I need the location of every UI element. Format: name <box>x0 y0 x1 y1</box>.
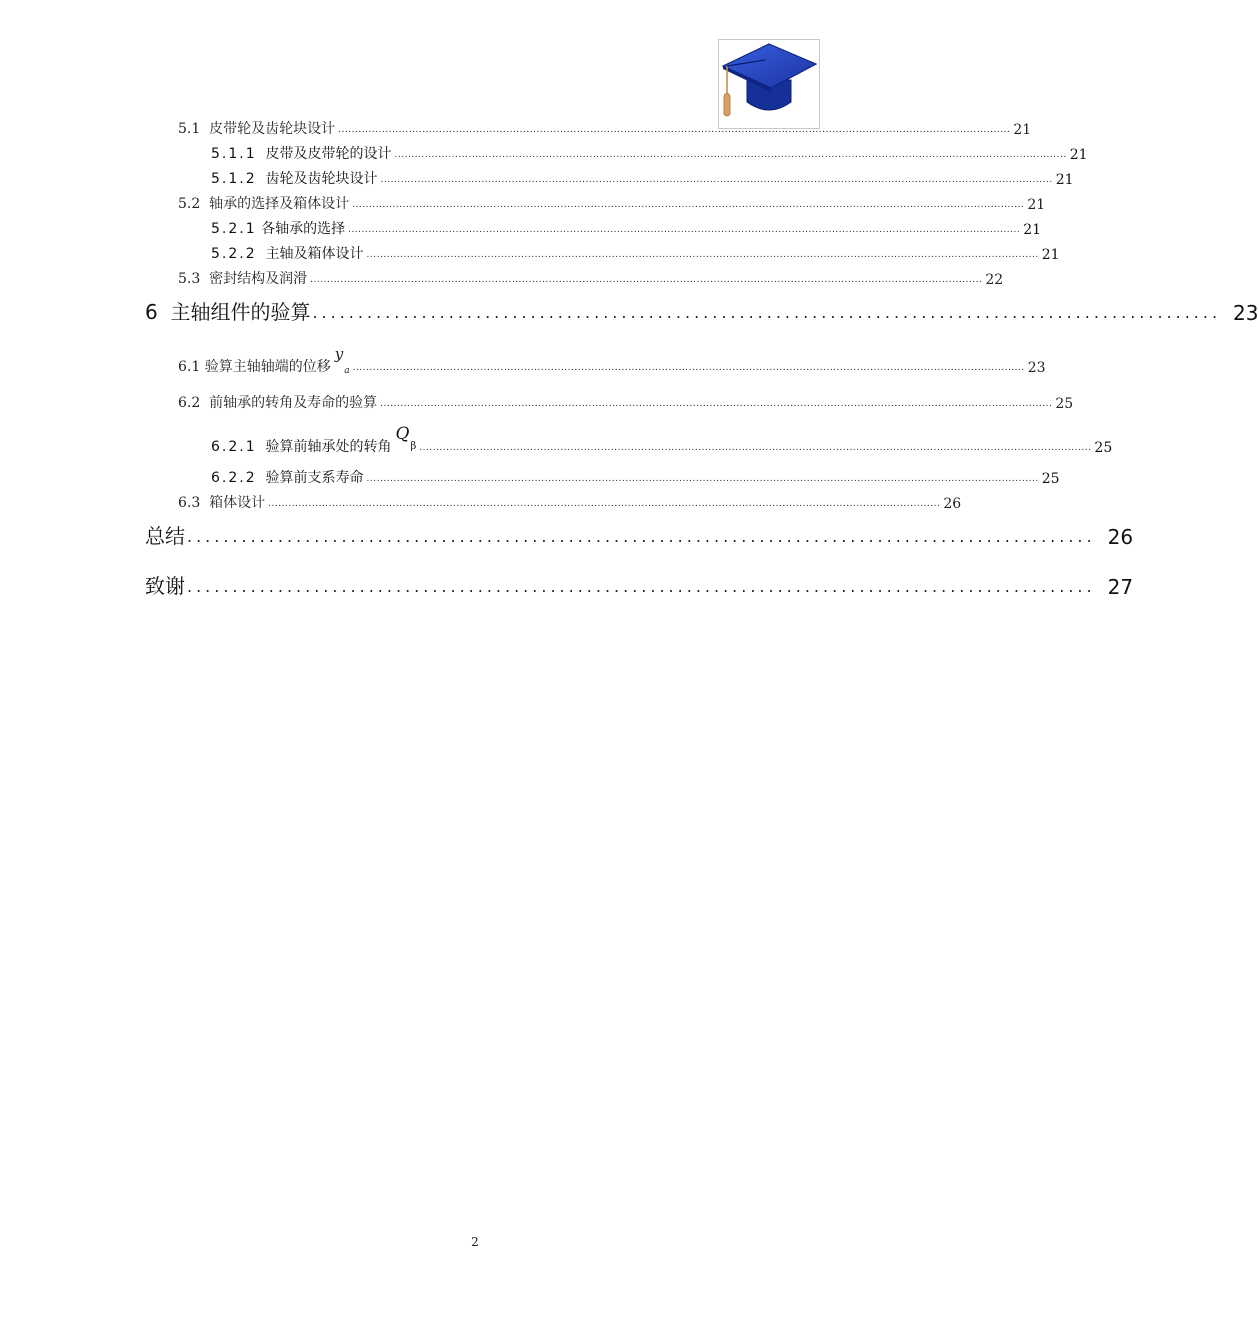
toc-entry-title: 验算前支系寿命 <box>265 470 364 486</box>
toc-entry-number: 6.2.1 <box>211 439 257 455</box>
toc-entry-number: 5.2.1 <box>211 221 257 237</box>
toc-leader-dots: ........................................................................................................................................................................................................ <box>310 275 983 285</box>
toc-entry-page: 25 <box>1055 396 1074 412</box>
toc-chapter-summary[interactable] <box>145 520 1134 549</box>
toc-entry-page: 21 <box>1055 172 1074 188</box>
toc-entry-6-2-1[interactable] <box>211 424 1113 456</box>
toc-entry-title: 皮带轮及齿轮块设计 <box>209 121 336 137</box>
toc-entry-5-2[interactable] <box>178 193 1046 213</box>
toc-entry-title: 箱体设计 <box>209 495 266 511</box>
toc-entry-page: 21 <box>1069 147 1088 163</box>
toc-entry-page: 23 <box>1233 301 1259 325</box>
toc-entry-title: 主轴及箱体设计 <box>265 246 364 262</box>
toc-leader-dots: ........................................................................................................................................................................................................ <box>338 125 1011 135</box>
toc-entry-6-3[interactable] <box>178 492 962 512</box>
toc-leader-dots: ........................................................................................................................................................................................................ <box>348 225 1021 235</box>
toc-leader-dots: ........................................................................................................................................................................................................ <box>352 363 1025 373</box>
toc-leader-dots: ........................................................................................................................................................................................................ <box>419 443 1092 453</box>
math-symbol-q-beta: Qβ <box>395 424 417 452</box>
toc-leader-dots: ........................................................................................................................................................................................................ <box>380 175 1053 185</box>
toc-entry-number: 5.1.2 <box>211 171 257 187</box>
toc-entry-title: 总结 <box>145 524 185 548</box>
toc-entry-number: 5.2.2 <box>211 246 257 262</box>
toc-leader-dots: ........................................................................................................................................................................................................ <box>394 150 1067 160</box>
toc-entry-page: 26 <box>943 496 962 512</box>
toc-entry-number: 6 <box>145 300 158 324</box>
toc-entry-number: 5.3 <box>178 271 201 287</box>
toc-entry-6-1[interactable] <box>178 345 1046 376</box>
toc-entry-5-1[interactable] <box>178 118 1032 138</box>
toc-chapter-6[interactable] <box>145 296 1259 325</box>
toc-leader-dots: ........................................................................................................................................................................................................ <box>366 474 1039 484</box>
toc-entry-5-1-2[interactable] <box>211 168 1074 188</box>
toc-entry-page: 21 <box>1013 122 1032 138</box>
toc-entry-page: 22 <box>985 272 1004 288</box>
toc-entry-title: 验算前轴承处的转角 <box>265 439 392 455</box>
toc-entry-number: 6.3 <box>178 495 201 511</box>
toc-leader-dots: ........................................................................................................................................................................................................ <box>380 399 1053 409</box>
toc-entry-5-3[interactable] <box>178 268 1004 288</box>
toc-entry-title: 齿轮及齿轮块设计 <box>265 171 378 187</box>
toc-entry-6-2[interactable] <box>178 392 1074 412</box>
toc-entry-5-2-2[interactable] <box>211 243 1060 263</box>
table-of-contents <box>0 0 1259 620</box>
toc-entry-number: 5.1.1 <box>211 146 257 162</box>
toc-entry-number: 5.1 <box>178 121 201 137</box>
page-number: 2 <box>471 1235 479 1249</box>
toc-entry-title: 皮带及皮带轮的设计 <box>265 146 392 162</box>
toc-leader-dots: .................................................................................................... <box>187 577 1096 596</box>
toc-entry-page: 26 <box>1107 525 1134 549</box>
toc-leader-dots: ........................................................................................................................................................................................................ <box>366 250 1039 260</box>
toc-entry-title: 验算主轴轴端的位移 <box>204 359 331 375</box>
toc-leader-dots: .................................................................................................... <box>312 303 1222 322</box>
toc-entry-page: 21 <box>1023 222 1042 238</box>
toc-leader-dots: ........................................................................................................................................................................................................ <box>352 200 1025 210</box>
toc-entry-5-1-1[interactable] <box>211 143 1088 163</box>
toc-entry-page: 27 <box>1107 575 1134 599</box>
toc-entry-page: 25 <box>1094 440 1113 456</box>
math-symbol-y-a: ya <box>334 345 350 376</box>
toc-entry-title: 轴承的选择及箱体设计 <box>209 196 350 212</box>
toc-leader-dots: .................................................................................................... <box>187 527 1096 546</box>
toc-entry-5-2-1[interactable] <box>211 218 1042 238</box>
toc-entry-title: 主轴组件的验算 <box>170 300 311 324</box>
toc-entry-title: 密封结构及润滑 <box>209 271 308 287</box>
toc-entry-number: 6.2.2 <box>211 470 257 486</box>
toc-entry-page: 23 <box>1027 360 1046 376</box>
toc-entry-number: 5.2 <box>178 196 201 212</box>
toc-entry-page: 25 <box>1041 471 1060 487</box>
toc-entry-title: 前轴承的转角及寿命的验算 <box>209 395 378 411</box>
toc-entry-number: 6.1 <box>178 359 201 375</box>
toc-entry-6-2-2[interactable] <box>211 467 1060 487</box>
toc-entry-page: 21 <box>1041 247 1060 263</box>
toc-entry-page: 21 <box>1027 197 1046 213</box>
toc-entry-number: 6.2 <box>178 395 201 411</box>
toc-chapter-acknowledgements[interactable] <box>145 570 1134 599</box>
toc-entry-title: 各轴承的选择 <box>261 221 346 237</box>
toc-entry-title: 致谢 <box>145 574 185 598</box>
toc-leader-dots: ........................................................................................................................................................................................................ <box>268 499 941 509</box>
